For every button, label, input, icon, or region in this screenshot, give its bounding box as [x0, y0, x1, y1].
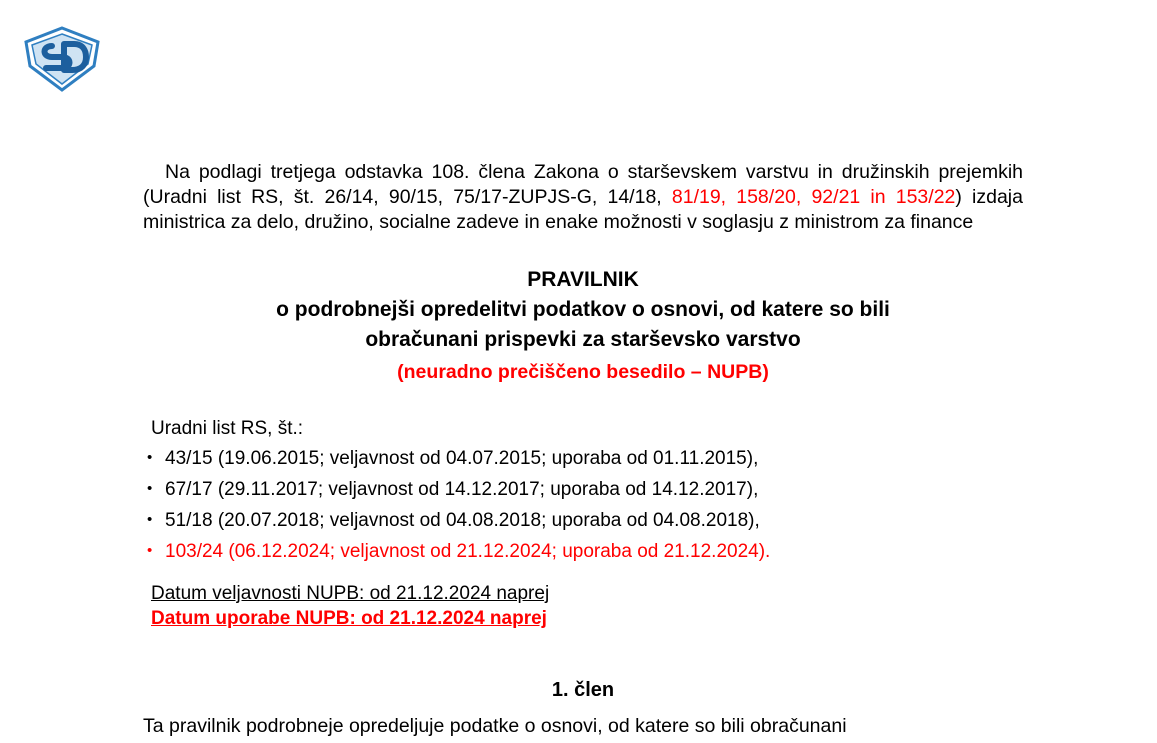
list-item [143, 479, 1023, 501]
intro-part1: Na podlagi tretjega odstavka 108. člena Zakona o starševskem varstvu in družinskih prejemkih (Uradni list RS, št. 26/14, 90/15, 75/17-ZUPJS-G, 14/18, [143, 161, 1023, 208]
intro-part2: ) izdaja ministrica za delo, družino, socialne zadeve in enake možnosti v soglasju z ministrom za finance [143, 186, 1023, 233]
document-subtitle-line1: o podrobnejši opredelitvi podatkov o osnovi, od katere so bili [276, 298, 890, 321]
document-title: PRAVILNIK [527, 268, 639, 291]
intro-red-references: 81/19, 158/20, 92/21 in 153/22 [671, 186, 956, 208]
document-subtitle-line2: obračunani prispevki za starševsko varstvo [365, 328, 801, 351]
document-nupb-note: (neuradno prečiščeno besedilo – NUPB) [397, 361, 769, 383]
list-item [143, 510, 1023, 532]
article-text: Ta pravilnik podrobneje opredeljuje podatke o osnovi, od katere so bili obračunani [143, 715, 847, 737]
gazette-entry-2: 67/17 (29.11.2017; veljavnost od 14.12.2017; uporaba od 14.12.2017), [165, 479, 759, 500]
document-content [143, 160, 1023, 739]
gazette-entry-3: 51/18 (20.07.2018; veljavnost od 04.08.2018; uporaba od 04.08.2018), [165, 510, 760, 531]
gazette-label: Uradni list RS, št.: [151, 418, 304, 439]
list-item [143, 448, 1023, 470]
gazette-section [143, 419, 1023, 563]
gazette-entry-1: 43/15 (19.06.2015; veljavnost od 04.07.2015; uporaba od 01.11.2015), [165, 448, 759, 469]
date-use: Datum uporabe NUPB: od 21.12.2024 naprej [151, 608, 547, 629]
intro-paragraph [143, 160, 1023, 235]
sd-logo-icon [22, 26, 102, 94]
gazette-list [143, 448, 1023, 563]
dates-section [151, 581, 1023, 631]
article-heading: 1. člen [551, 679, 615, 701]
gazette-entry-4: 103/24 (06.12.2024; veljavnost od 21.12.2024; uporaba od 21.12.2024). [165, 541, 771, 562]
date-validity: Datum veljavnosti NUPB: od 21.12.2024 naprej [151, 583, 550, 604]
title-block [143, 265, 1023, 387]
list-item [143, 541, 1023, 563]
